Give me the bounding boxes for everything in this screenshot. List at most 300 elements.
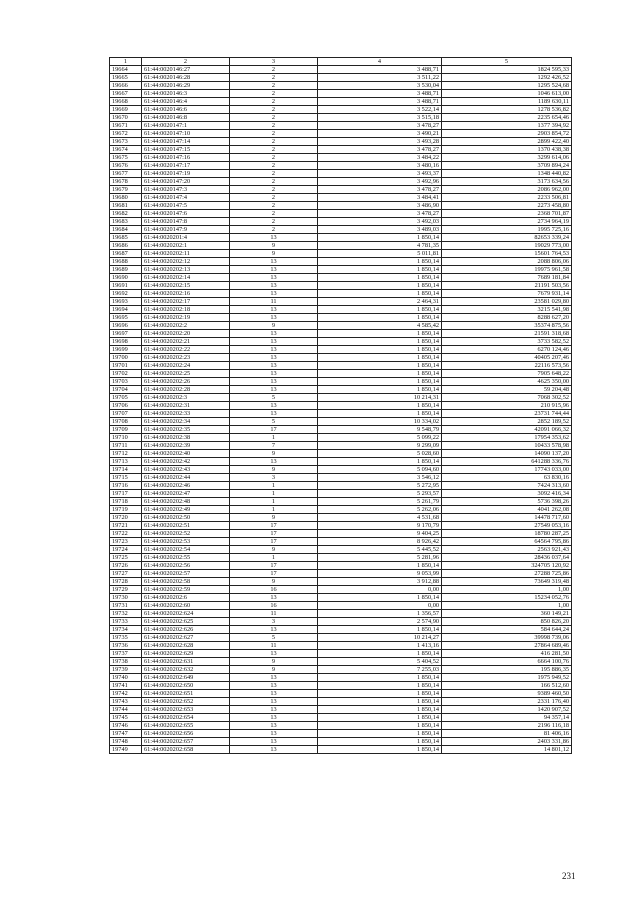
rate-cell: 1 850,14: [318, 674, 442, 682]
row-number-cell: 19699: [110, 346, 142, 354]
cadastral-number-cell: 61:44:0020202:624: [142, 610, 230, 618]
table-row: [110, 386, 572, 394]
rate-cell: 3 511,22: [318, 74, 442, 82]
row-number-cell: 19698: [110, 338, 142, 346]
rate-cell: 1 850,14: [318, 282, 442, 290]
group-cell: 13: [230, 258, 318, 266]
rate-cell: 1 850,14: [318, 378, 442, 386]
value-cell: 2903 854,72: [442, 130, 572, 138]
table-row: [110, 586, 572, 594]
table-body: [110, 66, 572, 754]
group-cell: 2: [230, 202, 318, 210]
table-row: [110, 666, 572, 674]
row-number-cell: 19697: [110, 330, 142, 338]
cadastral-number-cell: 61:44:0020202:629: [142, 650, 230, 658]
group-cell: 13: [230, 234, 318, 242]
cadastral-number-cell: 61:44:0020147:6: [142, 210, 230, 218]
rate-cell: 1 850,14: [318, 314, 442, 322]
group-cell: 13: [230, 338, 318, 346]
cadastral-number-cell: 61:44:0020202:17: [142, 298, 230, 306]
table-row: [110, 626, 572, 634]
group-cell: 9: [230, 242, 318, 250]
value-cell: 19029 773,00: [442, 242, 572, 250]
value-cell: 1824 595,33: [442, 66, 572, 74]
group-cell: 13: [230, 714, 318, 722]
group-cell: 2: [230, 162, 318, 170]
cadastral-number-cell: 61:44:0020202:657: [142, 738, 230, 746]
cadastral-number-cell: 61:44:0020202:51: [142, 522, 230, 530]
cadastral-number-cell: 61:44:0020202:53: [142, 538, 230, 546]
value-cell: 21591 318,68: [442, 330, 572, 338]
group-cell: 2: [230, 210, 318, 218]
group-cell: 17: [230, 538, 318, 546]
rate-cell: 3 486,90: [318, 202, 442, 210]
row-number-cell: 19682: [110, 210, 142, 218]
group-cell: 13: [230, 330, 318, 338]
value-cell: 2899 422,40: [442, 138, 572, 146]
group-cell: 1: [230, 434, 318, 442]
row-number-cell: 19696: [110, 322, 142, 330]
cadastral-number-cell: 61:44:0020202:632: [142, 666, 230, 674]
cadastral-number-cell: 61:44:0020147:20: [142, 178, 230, 186]
rate-cell: 3 484,22: [318, 154, 442, 162]
page-number: 231: [562, 871, 576, 881]
value-cell: 850 826,20: [442, 618, 572, 626]
cadastral-number-cell: 61:44:0020202:2: [142, 322, 230, 330]
row-number-cell: 19684: [110, 226, 142, 234]
row-number-cell: 19739: [110, 666, 142, 674]
row-number-cell: 19738: [110, 658, 142, 666]
group-cell: 2: [230, 226, 318, 234]
table-row: [110, 354, 572, 362]
value-cell: 1975 949,52: [442, 674, 572, 682]
row-number-cell: 19728: [110, 578, 142, 586]
cadastral-number-cell: 61:44:0020202:24: [142, 362, 230, 370]
table-row: [110, 242, 572, 250]
table-row: [110, 722, 572, 730]
value-cell: 7068 302,52: [442, 394, 572, 402]
group-cell: 2: [230, 114, 318, 122]
rate-cell: 3 546,12: [318, 474, 442, 482]
table-row: [110, 634, 572, 642]
group-cell: 11: [230, 610, 318, 618]
cadastral-number-cell: 61:44:0020202:655: [142, 722, 230, 730]
group-cell: 13: [230, 266, 318, 274]
rate-cell: 5 011,81: [318, 250, 442, 258]
value-cell: 1370 438,38: [442, 146, 572, 154]
cadastral-number-cell: 61:44:0020146:4: [142, 98, 230, 106]
cadastral-number-cell: 61:44:0020202:50: [142, 514, 230, 522]
group-cell: 13: [230, 722, 318, 730]
cadastral-number-cell: 61:44:0020202:39: [142, 442, 230, 450]
value-cell: 1295 524,68: [442, 82, 572, 90]
value-cell: 166 512,60: [442, 682, 572, 690]
table-row: [110, 106, 572, 114]
group-cell: 13: [230, 594, 318, 602]
value-cell: 17954 353,62: [442, 434, 572, 442]
group-cell: 13: [230, 626, 318, 634]
group-cell: 2: [230, 130, 318, 138]
group-cell: 17: [230, 530, 318, 538]
group-cell: 11: [230, 298, 318, 306]
cadastral-number-cell: 61:44:0020202:56: [142, 562, 230, 570]
value-cell: 4041 262,08: [442, 506, 572, 514]
row-number-cell: 19693: [110, 298, 142, 306]
row-number-cell: 19729: [110, 586, 142, 594]
cadastral-number-cell: 61:44:0020202:626: [142, 626, 230, 634]
row-number-cell: 19713: [110, 458, 142, 466]
rate-cell: 5 404,52: [318, 658, 442, 666]
table-row: [110, 562, 572, 570]
cadastral-number-cell: 61:44:0020202:627: [142, 634, 230, 642]
table-row: [110, 370, 572, 378]
rate-cell: 3 484,41: [318, 194, 442, 202]
table-row: [110, 706, 572, 714]
value-cell: 5736 398,26: [442, 498, 572, 506]
group-cell: 5: [230, 394, 318, 402]
rate-cell: 3 492,03: [318, 218, 442, 226]
row-number-cell: 19740: [110, 674, 142, 682]
cadastral-number-cell: 61:44:0020202:652: [142, 698, 230, 706]
rate-cell: 1 850,14: [318, 626, 442, 634]
rate-cell: 5 293,57: [318, 490, 442, 498]
table-row: [110, 434, 572, 442]
row-number-cell: 19747: [110, 730, 142, 738]
table-row: [110, 210, 572, 218]
column-header-3: 3: [230, 58, 318, 66]
row-number-cell: 19670: [110, 114, 142, 122]
cadastral-number-cell: 61:44:0020146:3: [142, 90, 230, 98]
cadastral-number-cell: 61:44:0020202:653: [142, 706, 230, 714]
value-cell: 641288 336,76: [442, 458, 572, 466]
row-number-cell: 19674: [110, 146, 142, 154]
table-row: [110, 314, 572, 322]
rate-cell: 1 850,14: [318, 594, 442, 602]
cadastral-number-cell: 61:44:0020202:40: [142, 450, 230, 458]
value-cell: 3299 614,06: [442, 154, 572, 162]
row-number-cell: 19707: [110, 410, 142, 418]
table-row: [110, 250, 572, 258]
table-row: [110, 610, 572, 618]
group-cell: 9: [230, 514, 318, 522]
group-cell: 13: [230, 362, 318, 370]
cadastral-number-cell: 61:44:0020202:33: [142, 410, 230, 418]
cadastral-number-cell: 61:44:0020202:52: [142, 530, 230, 538]
value-cell: 9389 460,50: [442, 690, 572, 698]
rate-cell: 1 850,14: [318, 274, 442, 282]
value-cell: 1278 536,82: [442, 106, 572, 114]
value-cell: 2273 458,80: [442, 202, 572, 210]
row-number-cell: 19731: [110, 602, 142, 610]
rate-cell: 3 478,27: [318, 122, 442, 130]
table-row: [110, 506, 572, 514]
group-cell: 17: [230, 570, 318, 578]
rate-cell: 10 214,31: [318, 394, 442, 402]
value-cell: 324705 120,92: [442, 562, 572, 570]
rate-cell: 5 261,79: [318, 498, 442, 506]
cadastral-number-cell: 61:44:0020202:15: [142, 282, 230, 290]
value-cell: 2368 701,87: [442, 210, 572, 218]
row-number-cell: 19677: [110, 170, 142, 178]
rate-cell: 0,00: [318, 586, 442, 594]
rate-cell: 3 478,27: [318, 210, 442, 218]
table-row: [110, 266, 572, 274]
rate-cell: 5 281,96: [318, 554, 442, 562]
table-row: [110, 90, 572, 98]
table-row: [110, 274, 572, 282]
group-cell: 13: [230, 306, 318, 314]
value-cell: 3709 894,24: [442, 162, 572, 170]
cadastral-number-cell: 61:44:0020147:14: [142, 138, 230, 146]
cadastral-number-cell: 61:44:0020202:631: [142, 658, 230, 666]
rate-cell: 1 850,14: [318, 706, 442, 714]
table-row: [110, 346, 572, 354]
value-cell: 35374 875,56: [442, 322, 572, 330]
group-cell: 1: [230, 554, 318, 562]
table-row: [110, 698, 572, 706]
table-row: [110, 394, 572, 402]
rate-cell: 4 531,68: [318, 514, 442, 522]
value-cell: 3092 416,34: [442, 490, 572, 498]
value-cell: 2403 331,86: [442, 738, 572, 746]
value-cell: 7689 181,84: [442, 274, 572, 282]
cadastral-number-cell: 61:44:0020202:1: [142, 242, 230, 250]
rate-cell: 5 028,60: [318, 450, 442, 458]
cadastral-number-cell: 61:44:0020147:5: [142, 202, 230, 210]
value-cell: 42091 066,32: [442, 426, 572, 434]
table-row: [110, 194, 572, 202]
row-number-cell: 19712: [110, 450, 142, 458]
group-cell: 13: [230, 458, 318, 466]
cadastral-number-cell: 61:44:0020202:625: [142, 618, 230, 626]
row-number-cell: 19719: [110, 506, 142, 514]
value-cell: 4625 350,00: [442, 378, 572, 386]
row-number-cell: 19679: [110, 186, 142, 194]
value-cell: 27864 689,46: [442, 642, 572, 650]
cadastral-number-cell: 61:44:0020202:649: [142, 674, 230, 682]
table-row: [110, 362, 572, 370]
cadastral-number-cell: 61:44:0020202:44: [142, 474, 230, 482]
rate-cell: 10 334,02: [318, 418, 442, 426]
row-number-cell: 19727: [110, 570, 142, 578]
table-row: [110, 226, 572, 234]
cadastral-number-cell: 61:44:0020202:3: [142, 394, 230, 402]
group-cell: 17: [230, 426, 318, 434]
rate-cell: 1 850,14: [318, 234, 442, 242]
row-number-cell: 19676: [110, 162, 142, 170]
table-row: [110, 522, 572, 530]
row-number-cell: 19686: [110, 242, 142, 250]
row-number-cell: 19717: [110, 490, 142, 498]
row-number-cell: 19732: [110, 610, 142, 618]
column-header-4: 4: [318, 58, 442, 66]
row-number-cell: 19730: [110, 594, 142, 602]
value-cell: 1189 630,11: [442, 98, 572, 106]
group-cell: 17: [230, 522, 318, 530]
row-number-cell: 19695: [110, 314, 142, 322]
cadastral-number-cell: 61:44:0020202:46: [142, 482, 230, 490]
group-cell: 2: [230, 74, 318, 82]
rate-cell: 0,00: [318, 602, 442, 610]
rate-cell: 5 445,52: [318, 546, 442, 554]
row-number-cell: 19667: [110, 90, 142, 98]
value-cell: 19975 961,58: [442, 266, 572, 274]
value-cell: 195 886,35: [442, 666, 572, 674]
group-cell: 1: [230, 490, 318, 498]
row-number-cell: 19689: [110, 266, 142, 274]
cadastral-number-cell: 61:44:0020202:651: [142, 690, 230, 698]
row-number-cell: 19710: [110, 434, 142, 442]
cadastral-number-cell: 61:44:0020202:28: [142, 386, 230, 394]
table-row: [110, 554, 572, 562]
value-cell: 14478 717,60: [442, 514, 572, 522]
rate-cell: 5 099,22: [318, 434, 442, 442]
group-cell: 17: [230, 562, 318, 570]
table-row: [110, 82, 572, 90]
table-row: [110, 442, 572, 450]
table-row: [110, 690, 572, 698]
table-row: [110, 458, 572, 466]
table-row: [110, 498, 572, 506]
group-cell: 2: [230, 186, 318, 194]
rate-cell: 1 413,16: [318, 642, 442, 650]
cadastral-number-cell: 61:44:0020202:57: [142, 570, 230, 578]
table-row: [110, 658, 572, 666]
table-row: [110, 178, 572, 186]
table-row: [110, 330, 572, 338]
table-row: [110, 122, 572, 130]
value-cell: 2196 116,18: [442, 722, 572, 730]
row-number-cell: 19666: [110, 82, 142, 90]
group-cell: 9: [230, 578, 318, 586]
value-cell: 6270 124,46: [442, 346, 572, 354]
value-cell: 14 801,12: [442, 746, 572, 754]
value-cell: 27549 053,16: [442, 522, 572, 530]
value-cell: 28436 037,64: [442, 554, 572, 562]
row-number-cell: 19734: [110, 626, 142, 634]
group-cell: 2: [230, 138, 318, 146]
table-row: [110, 530, 572, 538]
rate-cell: 9 053,99: [318, 570, 442, 578]
value-cell: 2235 654,46: [442, 114, 572, 122]
table-row: [110, 570, 572, 578]
row-number-cell: 19716: [110, 482, 142, 490]
rate-cell: 1 850,14: [318, 258, 442, 266]
row-number-cell: 19691: [110, 282, 142, 290]
rate-cell: 5 262,06: [318, 506, 442, 514]
row-number-cell: 19672: [110, 130, 142, 138]
cadastral-number-cell: 61:44:0020202:43: [142, 466, 230, 474]
rate-cell: 1 850,14: [318, 402, 442, 410]
value-cell: 23731 744,44: [442, 410, 572, 418]
table-row: [110, 154, 572, 162]
group-cell: 13: [230, 282, 318, 290]
rate-cell: 2 464,31: [318, 298, 442, 306]
cadastral-number-cell: 61:44:0020202:6: [142, 594, 230, 602]
cadastral-number-cell: 61:44:0020202:20: [142, 330, 230, 338]
row-number-cell: 19692: [110, 290, 142, 298]
cadastral-number-cell: 61:44:0020202:12: [142, 258, 230, 266]
cadastral-number-cell: 61:44:0020202:13: [142, 266, 230, 274]
group-cell: 2: [230, 218, 318, 226]
row-number-cell: 19709: [110, 426, 142, 434]
rate-cell: 1 850,14: [318, 370, 442, 378]
cadastral-number-cell: 61:44:0020202:658: [142, 746, 230, 754]
table-row: [110, 594, 572, 602]
value-cell: 1420 907,52: [442, 706, 572, 714]
row-number-cell: 19681: [110, 202, 142, 210]
rate-cell: 1 850,14: [318, 690, 442, 698]
value-cell: 15601 764,53: [442, 250, 572, 258]
row-number-cell: 19706: [110, 402, 142, 410]
value-cell: 1,00: [442, 602, 572, 610]
row-number-cell: 19701: [110, 362, 142, 370]
cadastral-number-cell: 61:44:0020147:19: [142, 170, 230, 178]
cadastral-number-cell: 61:44:0020202:55: [142, 554, 230, 562]
cadastral-number-cell: 61:44:0020202:59: [142, 586, 230, 594]
value-cell: 6664 100,76: [442, 658, 572, 666]
value-cell: 59 204,48: [442, 386, 572, 394]
table-row: [110, 282, 572, 290]
cadastral-number-cell: 61:44:0020202:654: [142, 714, 230, 722]
rate-cell: 3 493,28: [318, 138, 442, 146]
row-number-cell: 19694: [110, 306, 142, 314]
cadastral-number-cell: 61:44:0020202:34: [142, 418, 230, 426]
value-cell: 73649 319,48: [442, 578, 572, 586]
row-number-cell: 19664: [110, 66, 142, 74]
group-cell: 2: [230, 122, 318, 130]
cadastral-number-cell: 61:44:0020147:15: [142, 146, 230, 154]
row-number-cell: 19665: [110, 74, 142, 82]
table-row: [110, 138, 572, 146]
rate-cell: 4 585,42: [318, 322, 442, 330]
table-row: [110, 322, 572, 330]
group-cell: 5: [230, 634, 318, 642]
table-row: [110, 306, 572, 314]
table-row: [110, 650, 572, 658]
table-row: [110, 202, 572, 210]
row-number-cell: 19675: [110, 154, 142, 162]
cadastral-number-cell: 61:44:0020147:17: [142, 162, 230, 170]
value-cell: 1348 440,82: [442, 170, 572, 178]
group-cell: 13: [230, 746, 318, 754]
cadastral-number-cell: 61:44:0020146:28: [142, 74, 230, 82]
value-cell: 1995 725,16: [442, 226, 572, 234]
value-cell: 3173 634,56: [442, 178, 572, 186]
rate-cell: 3 478,27: [318, 186, 442, 194]
rate-cell: 3 515,18: [318, 114, 442, 122]
row-number-cell: 19743: [110, 698, 142, 706]
value-cell: 21191 503,56: [442, 282, 572, 290]
cadastral-number-cell: 61:44:0020202:21: [142, 338, 230, 346]
value-cell: 7679 931,14: [442, 290, 572, 298]
row-number-cell: 19715: [110, 474, 142, 482]
column-header-5: 5: [442, 58, 572, 66]
rate-cell: 3 488,71: [318, 90, 442, 98]
value-cell: 360 149,21: [442, 610, 572, 618]
group-cell: 9: [230, 666, 318, 674]
row-number-cell: 19700: [110, 354, 142, 362]
table-row: [110, 298, 572, 306]
row-number-cell: 19669: [110, 106, 142, 114]
group-cell: 2: [230, 90, 318, 98]
cadastral-number-cell: 61:44:0020201:4: [142, 234, 230, 242]
rate-cell: 1 850,14: [318, 386, 442, 394]
group-cell: 13: [230, 354, 318, 362]
row-number-cell: 19687: [110, 250, 142, 258]
group-cell: 9: [230, 658, 318, 666]
value-cell: 8288 627,20: [442, 314, 572, 322]
